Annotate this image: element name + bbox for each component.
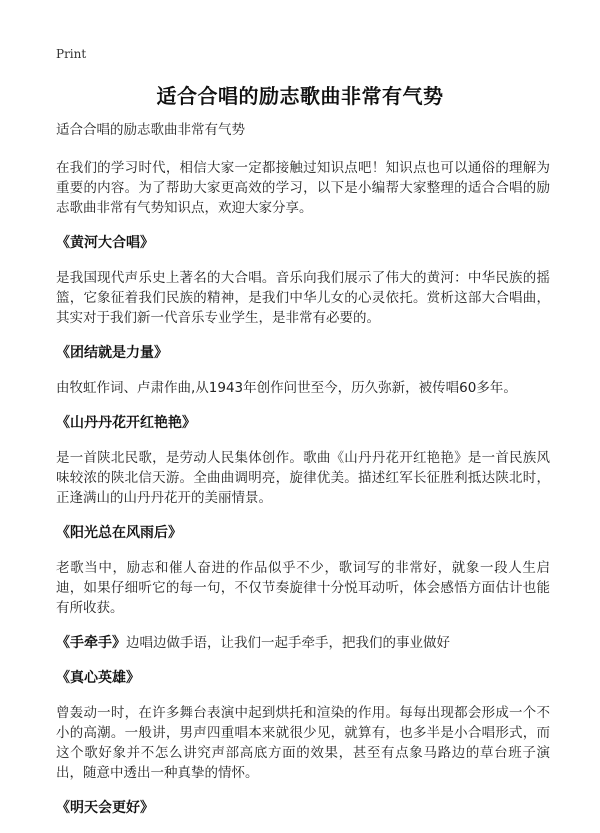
- section-text-tuanjie: 由牧虹作词、卢肃作曲,从1943年创作问世至今，历久弥新，被传唱60多年。: [56, 380, 517, 396]
- section-heading-shouqianshou: 《手牵手》: [56, 635, 126, 651]
- article-subtitle: 适合合唱的励志歌曲非常有气势: [56, 122, 245, 138]
- print-link[interactable]: Print: [56, 47, 87, 61]
- section-heading-yangguang: 《阳光总在风雨后》: [56, 525, 182, 541]
- section-heading-huanghe: 《黄河大合唱》: [56, 235, 154, 251]
- section-heading-shandandan: 《山丹丹花开红艳艳》: [56, 415, 196, 431]
- intro-paragraph: 在我们的学习时代，相信大家一定都接触过知识点吧！知识点也可以通俗的理解为重要的内容。为了帮助大家更高效的学习，以下是小编帮大家整理的适合合唱的励志歌曲非常有气势知识点，欢迎大家分享。: [56, 160, 550, 216]
- page-title: 适合合唱的励志歌曲非常有气势: [156, 84, 444, 108]
- section-heading-mingtian: 《明天会更好》: [56, 800, 154, 816]
- section-text-yangguang: 老歌当中，励志和催人奋进的作品似乎不少，歌词写的非常好，就象一段人生启迪，如果仔细听它的每一句，不仅节奏旋律十分悦耳动听，体会感悟方面估计也能有所收获。: [56, 560, 550, 616]
- section-heading-zhenxin: 《真心英雄》: [56, 670, 140, 686]
- section-text-shouqianshou: 边唱边做手语，让我们一起手牵手，把我们的事业做好: [126, 635, 450, 651]
- section-text-huanghe: 是我国现代声乐史上著名的大合唱。音乐向我们展示了伟大的黄河：中华民族的摇篮，它象征着我们民族的精神，是我们中华儿女的心灵依托。赏析这部大合唱曲，其实对于我们新一代音乐专业学生，是非常有必要的。: [56, 270, 550, 326]
- article-body: [56, 120, 550, 833]
- section-text-zhenxin: 曾轰动一时，在许多舞台表演中起到烘托和渲染的作用。每每出现都会形成一个不小的高潮。一般讲，男声四重唱本来就很少见，就算有，也多半是小合唱形式，而这个歌好象并不怎么讲究声部高底方面的效果，甚至有点象马路边的草台班子演出，随意中透出一种真挚的情怀。: [56, 705, 550, 781]
- section-heading-tuanjie: 《团结就是力量》: [56, 345, 168, 361]
- section-text-shandandan: 是一首陕北民歌，是劳动人民集体创作。歌曲《山丹丹花开红艳艳》是一首民族风味较浓的陕北信天游。全曲曲调明亮，旋律优美。描述红军长征胜利抵达陕北时，正逢满山的山丹丹花开的美丽情景。: [56, 450, 550, 506]
- section-row-shouqianshou: [56, 633, 550, 653]
